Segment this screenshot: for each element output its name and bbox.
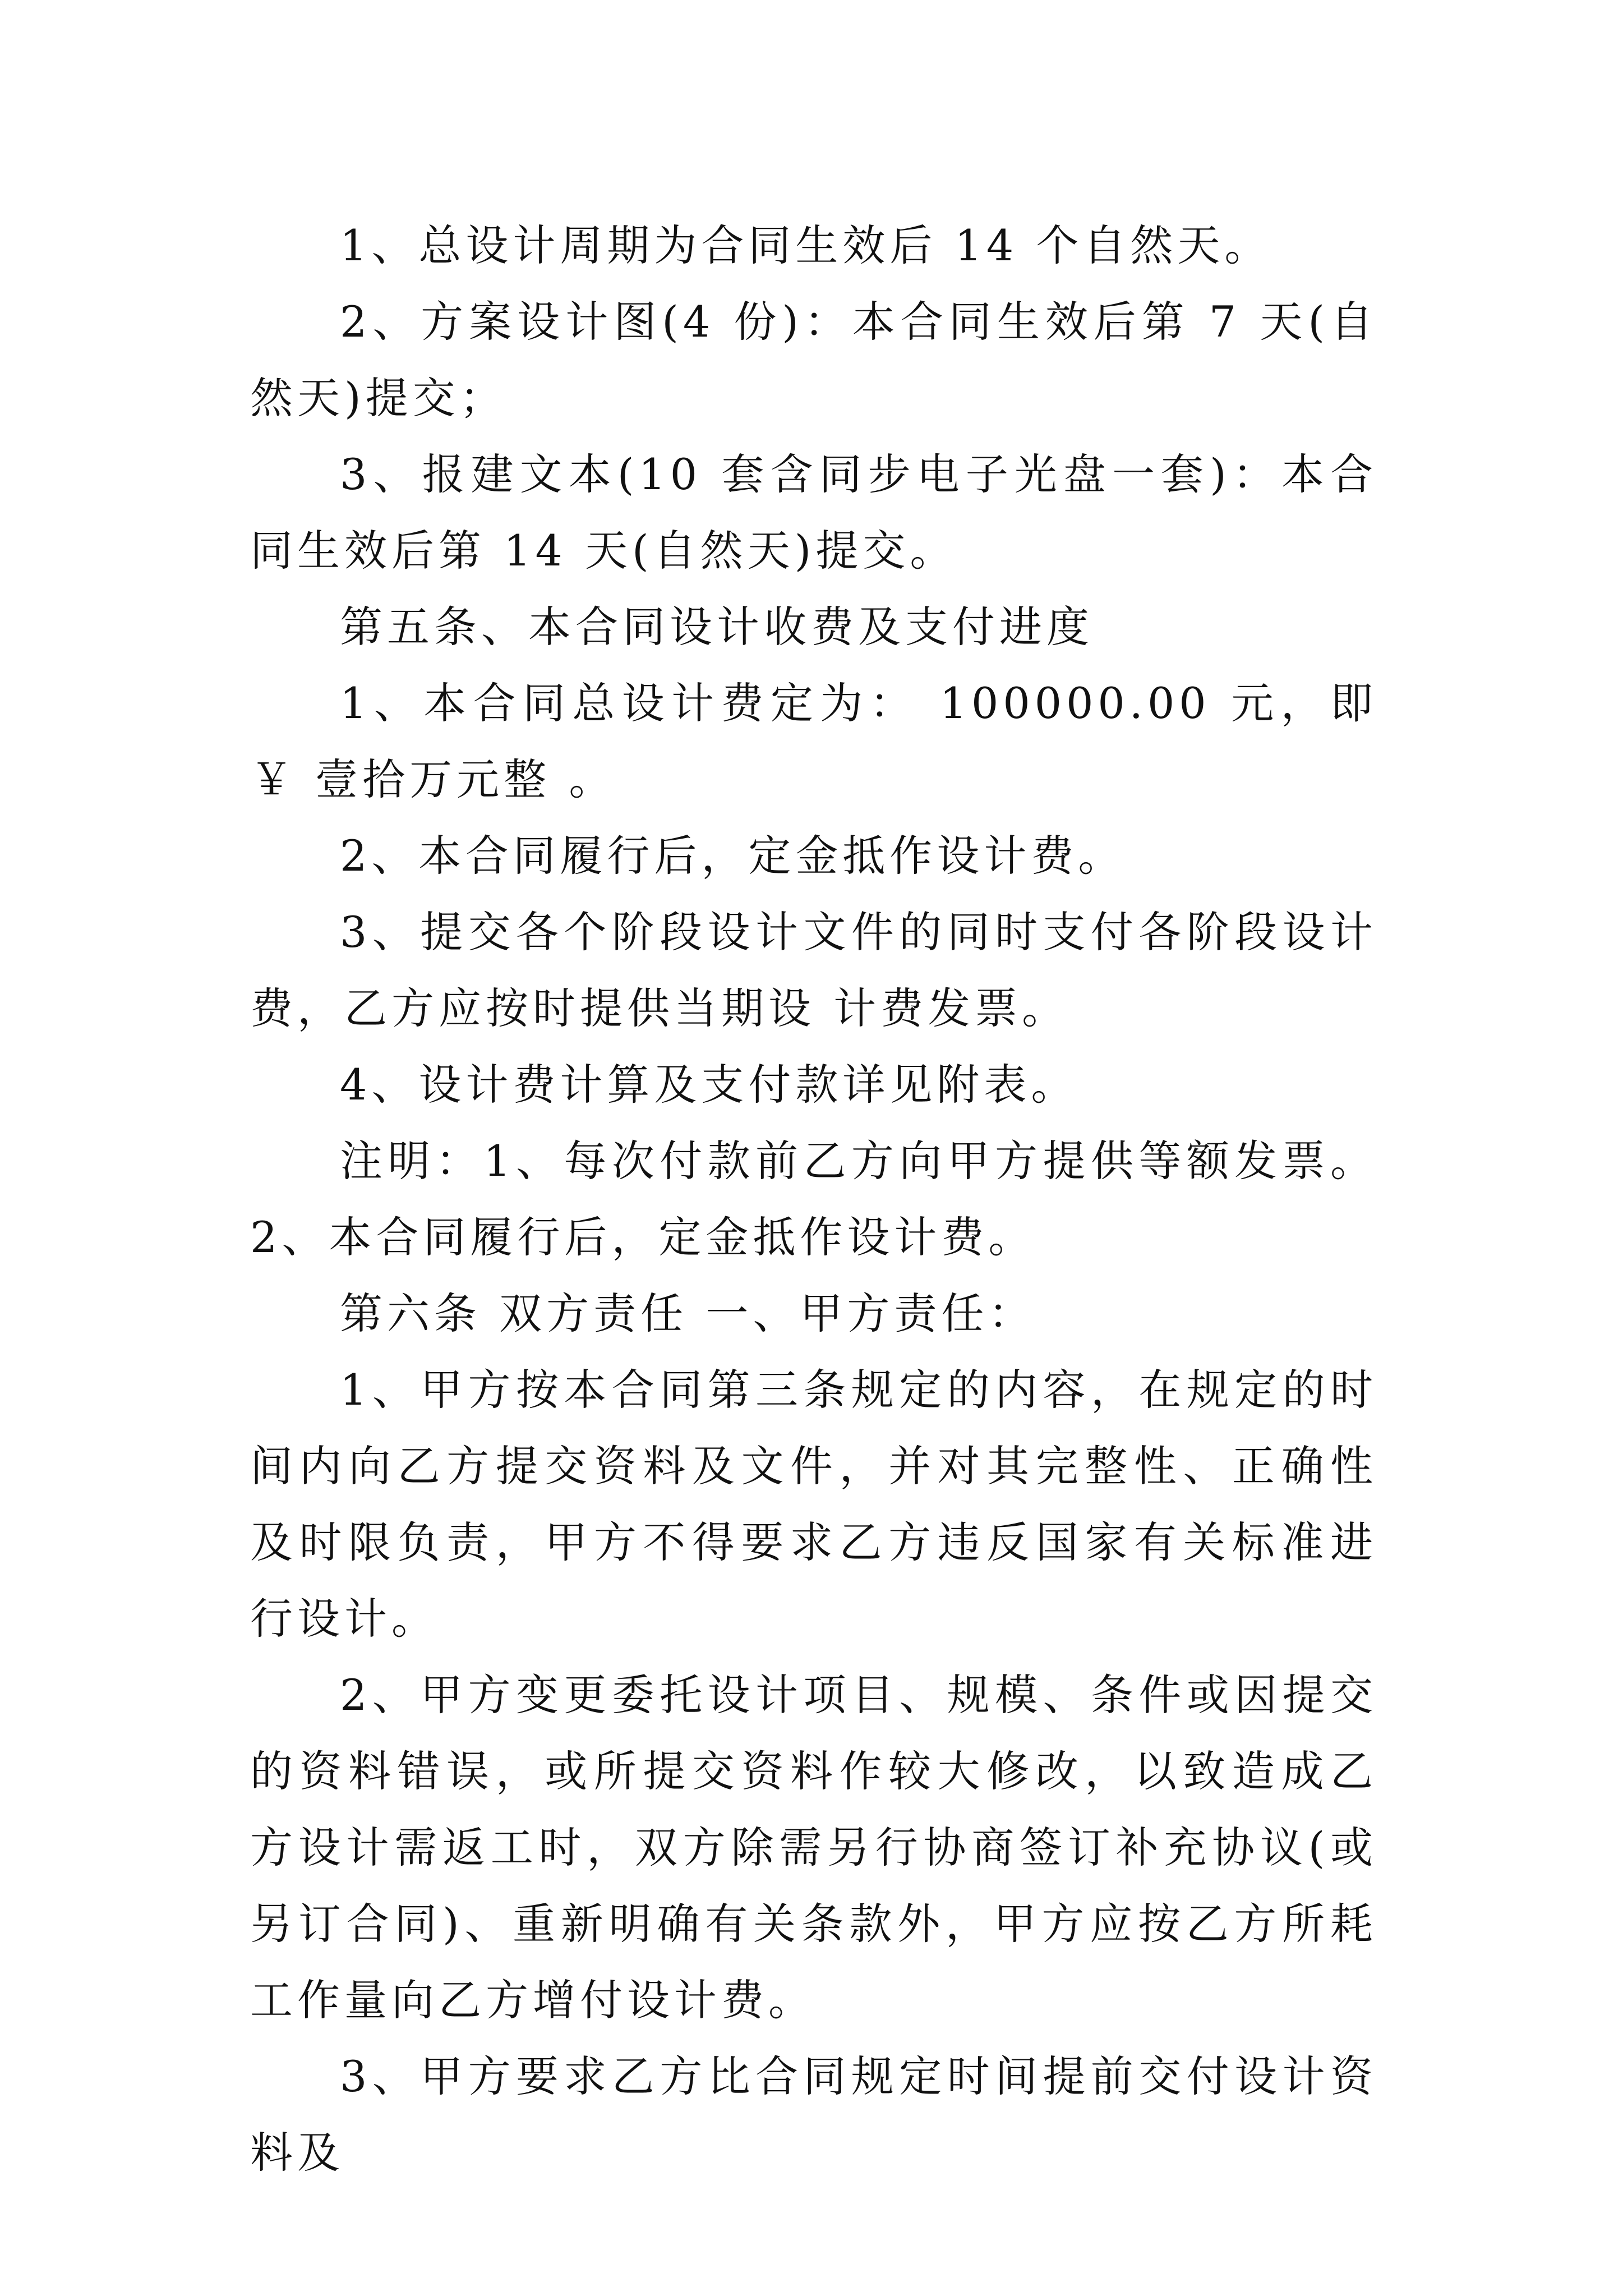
paragraph-notes: 注明：1、每次付款前乙方向甲方提供等额发票。 2、本合同履行后，定金抵作设计费。 [250,1136,1377,1262]
document-body [250,208,1377,2191]
paragraph-total-fee: 1、本合同总设计费定为： 100000.00 元，即￥ 壹拾万元整 。 [250,678,1377,804]
paragraph-stage-payment: 3、提交各个阶段设计文件的同时支付各阶段设计费，乙方应按时提供当期设 计费发票。 [250,907,1377,1033]
paragraph-scheme-drawings: 2、方案设计图(4 份)：本合同生效后第 7 天(自然天)提交； [250,297,1377,423]
article-five-heading: 第五条、本合同设计收费及支付进度 [340,602,1094,652]
paragraph-deposit: 2、本合同履行后，定金抵作设计费。 [340,831,1126,881]
paragraph-party-a-materials: 1、甲方按本合同第三条规定的内容，在规定的时间内向乙方提交资料及文件，并对其完整性、正确性及时限负责，甲方不得要求乙方违反国家有关标准进行设计。 [250,1365,1377,1644]
paragraph-fee-schedule: 4、设计费计算及支付款详见附表。 [340,1060,1078,1110]
paragraph-design-period: 1、总设计周期为合同生效后 14 个自然天。 [340,220,1272,270]
paragraph-party-a-early-delivery: 3、甲方要求乙方比合同规定时间提前交付设计资料及 [250,2051,1377,2178]
paragraph-party-a-changes: 2、甲方变更委托设计项目、规模、条件或因提交的资料错误，或所提交资料作较大修改，以致造成乙方设计需返工时，双方除需另行协商签订补充协议(或另订合同)、重新明确有关条款外，甲方应按乙方所耗工作量向乙方增付设计费。 [250,1670,1377,2025]
article-six-heading: 第六条 双方责任 一、甲方责任： [340,1289,1036,1338]
paragraph-filing-documents: 3、报建文本(10 套含同步电子光盘一套)：本合同生效后第 14 天(自然天)提交。 [250,449,1377,576]
